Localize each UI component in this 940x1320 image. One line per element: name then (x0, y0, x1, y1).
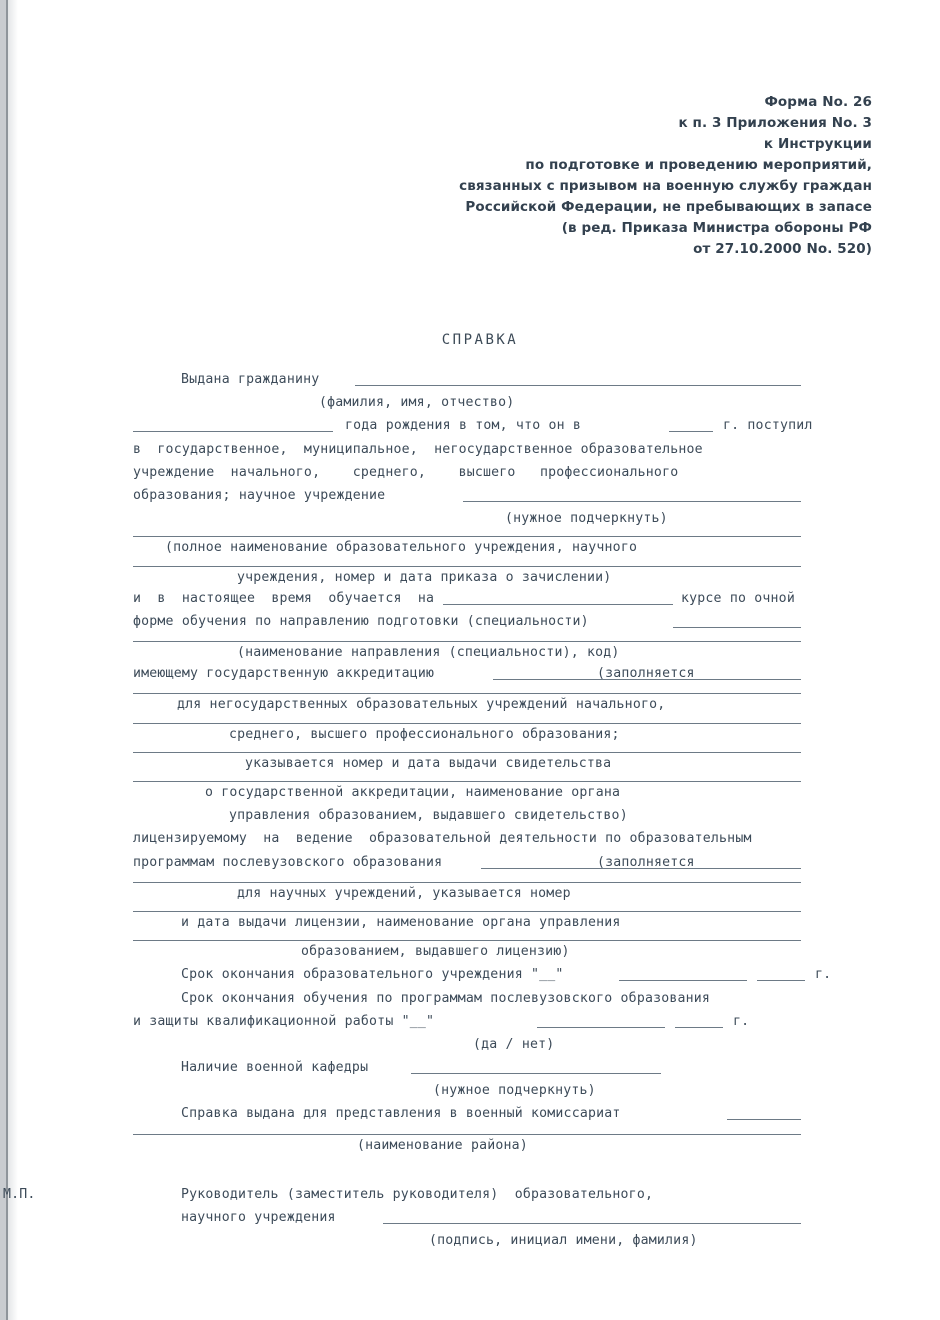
form-header-block (459, 92, 872, 260)
caption-nonstate-institutions: для негосударственных образовательных учреждений начального, (177, 697, 666, 713)
form-line-specialty (133, 600, 801, 629)
text-completion-year-suffix: г. (815, 967, 832, 983)
form-line-nonstate-caption (133, 669, 801, 713)
caption-education-levels: среднего, высшего профессионального образования; (229, 726, 620, 742)
caption-certificate-number: указывается номер и дата выдачи свидетельства (245, 755, 612, 771)
form-line-full-name-rule (133, 530, 801, 556)
text-filled-note-1: (заполняется (597, 666, 695, 682)
caption-fio: (фамилия, имя, отчество) (319, 395, 515, 411)
text-entered: г. поступил (723, 418, 813, 434)
caption-scientific-institutions: для научных учреждений, указывается номер (237, 885, 571, 901)
text-defense-year-suffix: г. (733, 1013, 750, 1029)
caption-underline-needed-1: (нужное подчеркнуть) (505, 511, 668, 527)
caption-underline-needed-2: (нужное подчеркнуть) (433, 1083, 596, 1099)
text-birth-year: года рождения в том, что он в (345, 418, 582, 434)
text-military-department: Наличие военной кафедры (181, 1060, 369, 1076)
header-line-7: (в ред. Приказа Министра обороны РФ (561, 220, 872, 236)
header-line-2: к п. 3 Приложения No. 3 (678, 115, 872, 131)
form-line-specialty-caption (133, 623, 801, 661)
text-specialty: форме обучения по направлению подготовки (специальности) (133, 613, 589, 629)
header-line-3: к Инструкции (763, 136, 872, 152)
fill-rule-signature[interactable] (383, 1223, 801, 1224)
fill-rule-scientific-institution[interactable] (463, 501, 801, 502)
page-title: СПРАВКА (441, 332, 519, 348)
header-line-4: по подготовке и проведению мероприятий, (525, 157, 872, 173)
caption-yes-no: (да / нет) (473, 1036, 555, 1052)
fill-rule-year-entered[interactable] (669, 431, 713, 432)
label-stamp-place: М.П. (3, 1186, 36, 1202)
caption-license-date: и дата выдачи лицензии, наименование органа управления (181, 914, 621, 930)
form-line-accreditation (133, 646, 801, 682)
text-postgrad-completion: Срок окончания обучения по программам послевузовского образования (181, 990, 711, 1006)
caption-accreditation-body-1: о государственной аккредитации, наименование органа (205, 785, 621, 800)
caption-full-institution-name-2: учреждения, номер и дата приказа о зачислении) (237, 569, 612, 585)
text-course-suffix: курсе по очной (681, 590, 795, 606)
fill-rule-birth-year[interactable] (133, 431, 333, 432)
label-issued-to: Выдана гражданину (181, 372, 320, 387)
header-line-8: от 27.10.2000 No. 520) (693, 241, 872, 257)
text-institution-type-2: учреждение начального, среднего, высшего профессионального (133, 464, 679, 480)
text-scientific-institution: образования; научное учреждение (133, 487, 386, 503)
text-license: лицензируемому на ведение образовательной деятельности по образовательным (133, 831, 752, 847)
text-thesis-defense: и защиты квалификационной работы "__" (133, 1013, 435, 1029)
form-line-institution-type-2 (133, 461, 801, 484)
text-current-course: и в настоящее время обучается на (133, 590, 435, 606)
text-filled-note-2: (заполняется (597, 854, 695, 870)
header-line-1: Форма No. 26 (764, 94, 872, 110)
text-institution-type-1: в государственное, муниципальное, негосударственное образовательное (133, 441, 703, 457)
text-accreditation: имеющему государственную аккредитацию (133, 666, 435, 682)
caption-full-institution-name-1: (полное наименование образовательного учреждения, научного (165, 540, 638, 556)
form-line-underline-needed-caption-1 (133, 507, 801, 530)
form-line-certificate-caption (133, 716, 801, 771)
text-postgrad-programs: программам послевузовского образования (133, 854, 443, 870)
caption-accreditation-body-2: управления образованием, выдавшего свидетельство) (229, 808, 628, 824)
fill-rule-fio[interactable] (355, 385, 801, 386)
header-line-6: Российской Федерации, не пребывающих в запасе (465, 199, 872, 215)
form-line-birth-year (133, 414, 813, 437)
form-line-scientific-institution (133, 484, 801, 507)
caption-signature: (подпись, инициал имени, фамилия) (429, 1233, 698, 1249)
caption-district-name: (наименование района) (357, 1137, 528, 1153)
header-line-5: связанных с призывом на военную службу граждан (459, 178, 872, 194)
form-line-levels-caption (133, 693, 801, 742)
caption-specialty-code: (наименование направления (специальности), код) (237, 645, 620, 661)
form-line-issued-to (133, 368, 801, 391)
form-body (3, 368, 832, 1249)
form-line-current-course (133, 577, 801, 606)
text-scientific-institution-2: научного учреждения (181, 1210, 336, 1225)
caption-license-body: образованием, выдавшего лицензию) (301, 944, 570, 960)
form-line-institution-type-1 (133, 438, 801, 461)
text-head-of-institution: Руководитель (заместитель руководителя) образовательного, (181, 1186, 654, 1202)
text-completion-date: Срок окончания образовательного учреждения "__" (181, 967, 564, 983)
text-military-office: Справка выдана для представления в военный комиссариат (181, 1106, 621, 1122)
form-line-order-rule (133, 554, 801, 585)
form-line-fio-caption (133, 391, 801, 414)
